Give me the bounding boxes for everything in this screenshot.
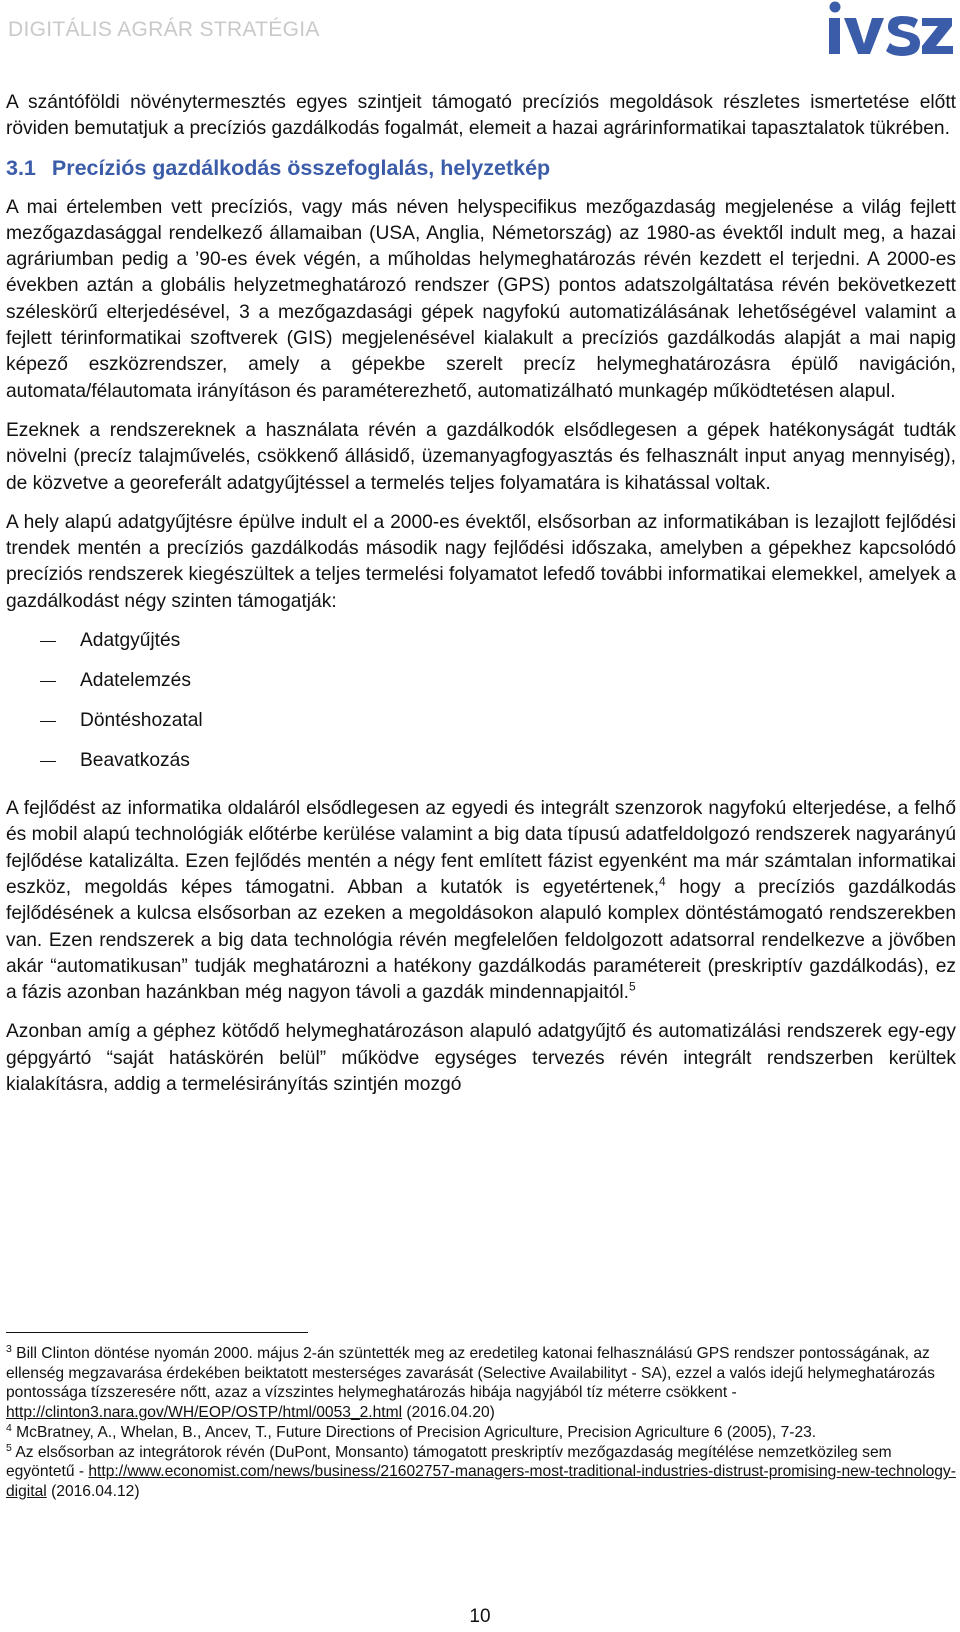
paragraph-second-phase: A hely alapú adatgyűjtésre épülve indult el a 2000-es évektől, elsősorban az informatikában is lezajlott fejlődési trendek mentén a precíziós gazdálkodás második nagy fejlődési időszaka, amelyben a gépekhez kapcsolódó precíziós rendszerek kiegészültek a teljes termelési folyamatot lefedő további informatikai elemekkel, amelyek a gazdálkodást négy szinten támogatják: [6,511,956,612]
footnote-ref-4[interactable]: 4 [659,874,666,889]
section-heading [6,156,956,181]
footnote-link[interactable]: http://www.economist.com/news/business/21602757-managers-most-traditional-industries-distrust-promising-new-technology-digital [6,1463,956,1500]
paragraph-text: A mai értelemben vett precíziós, vagy más néven helyspecifikus mezőgazdaság megjelenése a világ fejlett mezőgazdasággal rendelkező államaiban (USA, Anglia, Németország) az 1980-as évektől indult meg, a hazai agráriumban pedig a ’90-es évek végén, a műholdas helymeghatározás révén kezdett el terjedni. A 2000-es években aztán a globális helyzetmeghatározó rendszer (GPS) pontos adatszolgáltatása révén bekövetkezett széleskörű elterjedésével, [6,196,956,323]
dash-bullet-icon [40,681,56,682]
list-item-label: Adatelemzés [80,670,191,692]
footnote-text: Az elsősorban az integrátorok révén (DuPont, Monsanto) támogatott preskriptív mezőgazdaság megítélése nemzetközileg sem egyöntetű - [6,1443,892,1481]
header-title: DIGITÁLIS AGRÁR STRATÉGIA [8,18,320,41]
list-item [6,668,956,708]
paragraph-text: a mezőgazdasági gépek nagyfokú automatizálásának lehetőségével valamint a fejlett térinformatikai szoftverek (GIS) megjelenésével kialakult a precíziós gazdálkodás alapját a mai napig képező eszközrendszer, amely a gépekbe szerelt precíz helymeghatározásra épülő navigáción, automata/félautomata irányításon és paraméterezhető, automatizálható munkagép működtetésen alapul. [6,301,956,402]
list-item-label: Beavatkozás [80,750,190,772]
list-item-label: Adatgyűjtés [80,630,181,652]
main-content [6,90,956,1111]
paragraph-integration: Azonban amíg a géphez kötődő helymeghatározáson alapuló adatgyűjtő és automatizálási rendszerek egy-egy gépgyártó “saját hatáskörén belül” működve egységes tervezés révén integrált rendszerben kerültek kialakításra, addig a termelésirányítás szintjén mozgó [6,1021,956,1096]
footnote-marker: 3 [6,1342,12,1355]
paragraph-text: A fejlődést az informatika oldaláról elsődlegesen az egyedi és integrált szenzorok nagyfokú elterjedése, a felhő és mobil alapú technológiák előtérbe kerülése valamint a big data típusú adatfeldolgozó rendszerek nagyarányú fejlődése katalizálta. Ezen fejlődés mentén a négy fent említett fázist egyenként ma már számtalan informatikai eszköz, megoldás képes támogatni. Abban a kutatók is egyetértenek, [6,798,956,898]
list-item [6,628,956,668]
footnote-text: Bill Clinton döntése nyomán 2000. május 2-án szüntették meg az eredetileg katonai felhasználású GPS rendszer pontosságának, az ellenség megzavarása érdekében beiktatott mesterséges zavarását (Selective Availabilityt - SA), ezzel a valós idejű helymeghatározás pontossága tízszeresére nőtt, azaz a vízszintes helymeghatározás hibája nagyjából tíz méterre csökkent - [6,1345,935,1402]
footnote-5 [6,1443,956,1502]
footnote-date: (2016.04.12) [46,1482,140,1500]
dash-bullet-icon [40,761,56,762]
paragraph-it-development [6,796,956,1006]
footnote-3 [6,1344,956,1423]
footnotes [6,1344,956,1502]
page-number: 10 [469,1606,491,1627]
intro-paragraph: A szántóföldi növénytermesztés egyes szintjeit támogató precíziós megoldások részletes ismertetése előtt röviden bemutatjuk a precíziós gazdálkodás fogalmát, elemeit a hazai agrárinformatikai tapasztalatok tükrében. [6,92,956,140]
paragraph-gps-history [6,195,956,405]
dash-bullet-icon [40,641,56,642]
footnote-marker: 4 [6,1421,12,1434]
list-item [6,748,956,788]
paragraph-systems-usage: Ezeknek a rendszereknek a használata révén a gazdálkodók elsődlegesen a gépek hatékonyságát tudták növelni (precíz talajművelés, csökkenő állásidő, üzemanyagfogyasztás és felhasznált input anyag mennyiség), de közvetve a georeferált adatgyűjtéssel a termelés teljes folyamatára is kihatással voltak. [6,419,956,494]
footnote-link[interactable]: http://clinton3.nara.gov/WH/EOP/OSTP/html/0053_2.html [6,1404,403,1422]
footnote-ref-3[interactable]: 3 [239,301,250,323]
footnote-divider [6,1332,308,1333]
list-item-label: Döntéshozatal [80,710,203,732]
footnote-marker: 5 [6,1441,12,1454]
list-item [6,708,956,748]
ivsz-logo [826,0,954,60]
section-number: 3.1 [6,155,36,180]
footnote-date: (2016.04.20) [402,1404,495,1422]
footnote-text: McBratney, A., Whelan, B., Ancev, T., Future Directions of Precision Agriculture, Precision Agriculture 6 (2005), 7-23. [11,1423,817,1441]
footnote-ref-5[interactable]: 5 [628,979,636,994]
support-levels-list [6,628,956,788]
dash-bullet-icon [40,721,56,722]
section-title: Precíziós gazdálkodás összefoglalás, helyzetkép [51,155,551,180]
footnote-4 [6,1423,956,1443]
paragraph-text: hogy a precíziós gazdálkodás fejlődésének a kulcsa elsősorban az ezeken a megoldásokon alapuló komplex döntéstámogató rendszerekben van. Ezen rendszerek a big data technológia révén megfelelően feldolgozott adatsorral rendelkezve a jövőben akár “automatikusan” tudják meghatározni a hatékony gazdálkodás paramétereit (preskriptív gazdálkodás), ez a fázis azonban hazánkban még nagyon távoli a gazdák mindennapjaitól. [6,876,956,1004]
